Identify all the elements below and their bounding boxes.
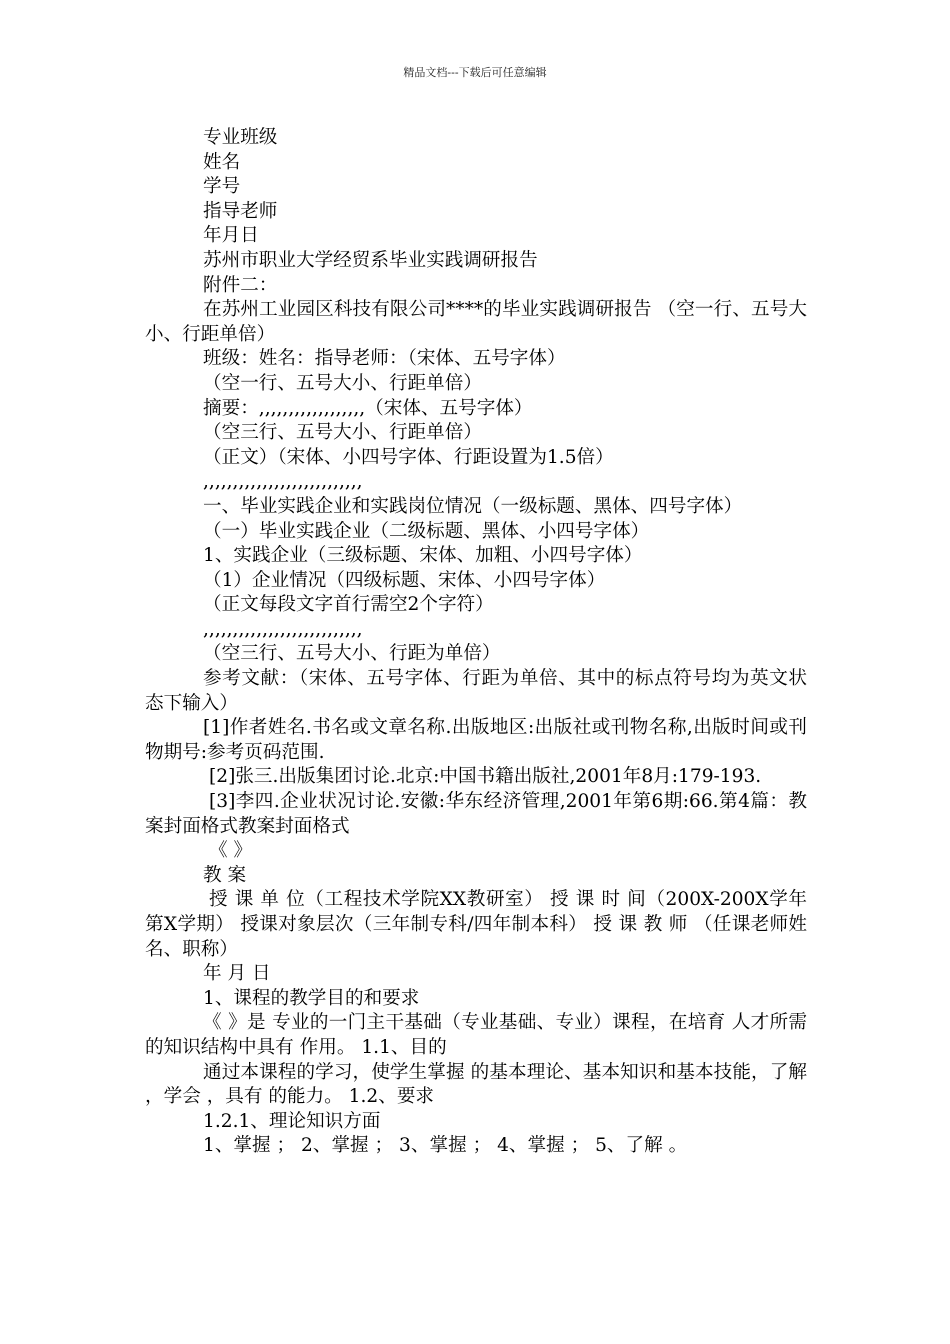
reference-entry: [3]李四.企业状况讨论.安徽:华东经济管理,2001年第6期:66.第4篇：教案封面格式教案封面格式 <box>145 791 807 837</box>
text-line: 年 月 日 <box>203 963 271 985</box>
text-line: （空三行、五号大小、行距单倍） <box>203 422 482 444</box>
text-line: （一）毕业实践企业（二级标题、黑体、小四号字体） <box>203 520 650 542</box>
text-line: （正文）（宋体、小四号字体、行距设置为1.5倍） <box>203 446 614 468</box>
document-body <box>145 126 813 1159</box>
text-line: 1.2.1、理论知识方面 <box>203 1110 381 1132</box>
text-line: （空一行、五号大小、行距单倍） <box>203 372 482 394</box>
text-line: 1、实践企业（三级标题、宋体、加粗、小四号字体） <box>203 545 643 567</box>
text-line: ,,,,,,,,,,,,,,,,,,,,,,,,,,, <box>203 471 363 493</box>
text-line: 在苏州工业园区科技有限公司****的毕业实践调研报告 （空一行、五号大小、行距单倍） <box>145 299 807 345</box>
text-line: 1、课程的教学目的和要求 <box>203 987 420 1009</box>
text-line: 授 课 单 位（工程技术学院XX教研室） 授 课 时 间（200X-200X学年第X学期） 授课对象层次（三年制专科/四年制本科） 授 课 教 师 （任课老师姓名、职称） <box>145 889 807 960</box>
text-line: 班级：姓名：指导老师：（宋体、五号字体） <box>203 348 566 370</box>
text-line: 参考文献：（宋体、五号字体、行距为单倍、其中的标点符号均为英文状态下输入） <box>145 668 807 714</box>
text-line: 苏州市职业大学经贸系毕业实践调研报告 <box>203 249 538 271</box>
text-line: （1）企业情况（四级标题、宋体、小四号字体） <box>203 569 606 591</box>
text-line: 1、掌握 ； 2、掌握 ； 3、掌握 ； 4、掌握 ； 5、了解 。 <box>203 1135 688 1157</box>
text-line: （正文每段文字首行需空2个字符） <box>203 594 494 616</box>
page-header: 精品文档---下载后可任意编辑 <box>403 66 547 79</box>
text-line: 通过本课程的学习，使学生掌握 的基本理论、基本知识和基本技能，了解 ，学会 ，具有 的能力。 1.2、要求 <box>145 1061 813 1108</box>
text-line: 学号 <box>203 176 241 198</box>
text-line: 指导老师 <box>203 200 278 222</box>
reference-entry: [2]张三.出版集团讨论.北京:中国书籍出版社,2001年8月:179-193. <box>209 766 762 788</box>
text-line: 《 》 <box>209 840 253 862</box>
text-line: ,,,,,,,,,,,,,,,,,,,,,,,,,,, <box>203 618 363 640</box>
text-line: 教 案 <box>203 864 247 886</box>
text-line: 专业班级 <box>203 127 278 148</box>
text-line: 年月日 <box>203 225 259 247</box>
text-line: 姓名 <box>203 151 241 173</box>
text-line: 摘要：,,,,,,,,,,,,,,,,,,（宋体、五号字体） <box>203 397 533 419</box>
text-line: 《 》是 专业的一门主干基础（专业基础、专业）课程，在培育 人才所需的知识结构中具有 作用。 1.1、目的 <box>145 1012 807 1058</box>
text-line: （空三行、五号大小、行距为单倍） <box>203 643 501 665</box>
text-line: 附件二： <box>203 274 278 296</box>
reference-entry: [1]作者姓名.书名或文章名称.出版地区:出版社或刊物名称,出版时间或刊物期号:参考页码范围. <box>145 717 807 763</box>
text-line: 一、毕业实践企业和实践岗位情况（一级标题、黑体、四号字体） <box>203 495 743 517</box>
